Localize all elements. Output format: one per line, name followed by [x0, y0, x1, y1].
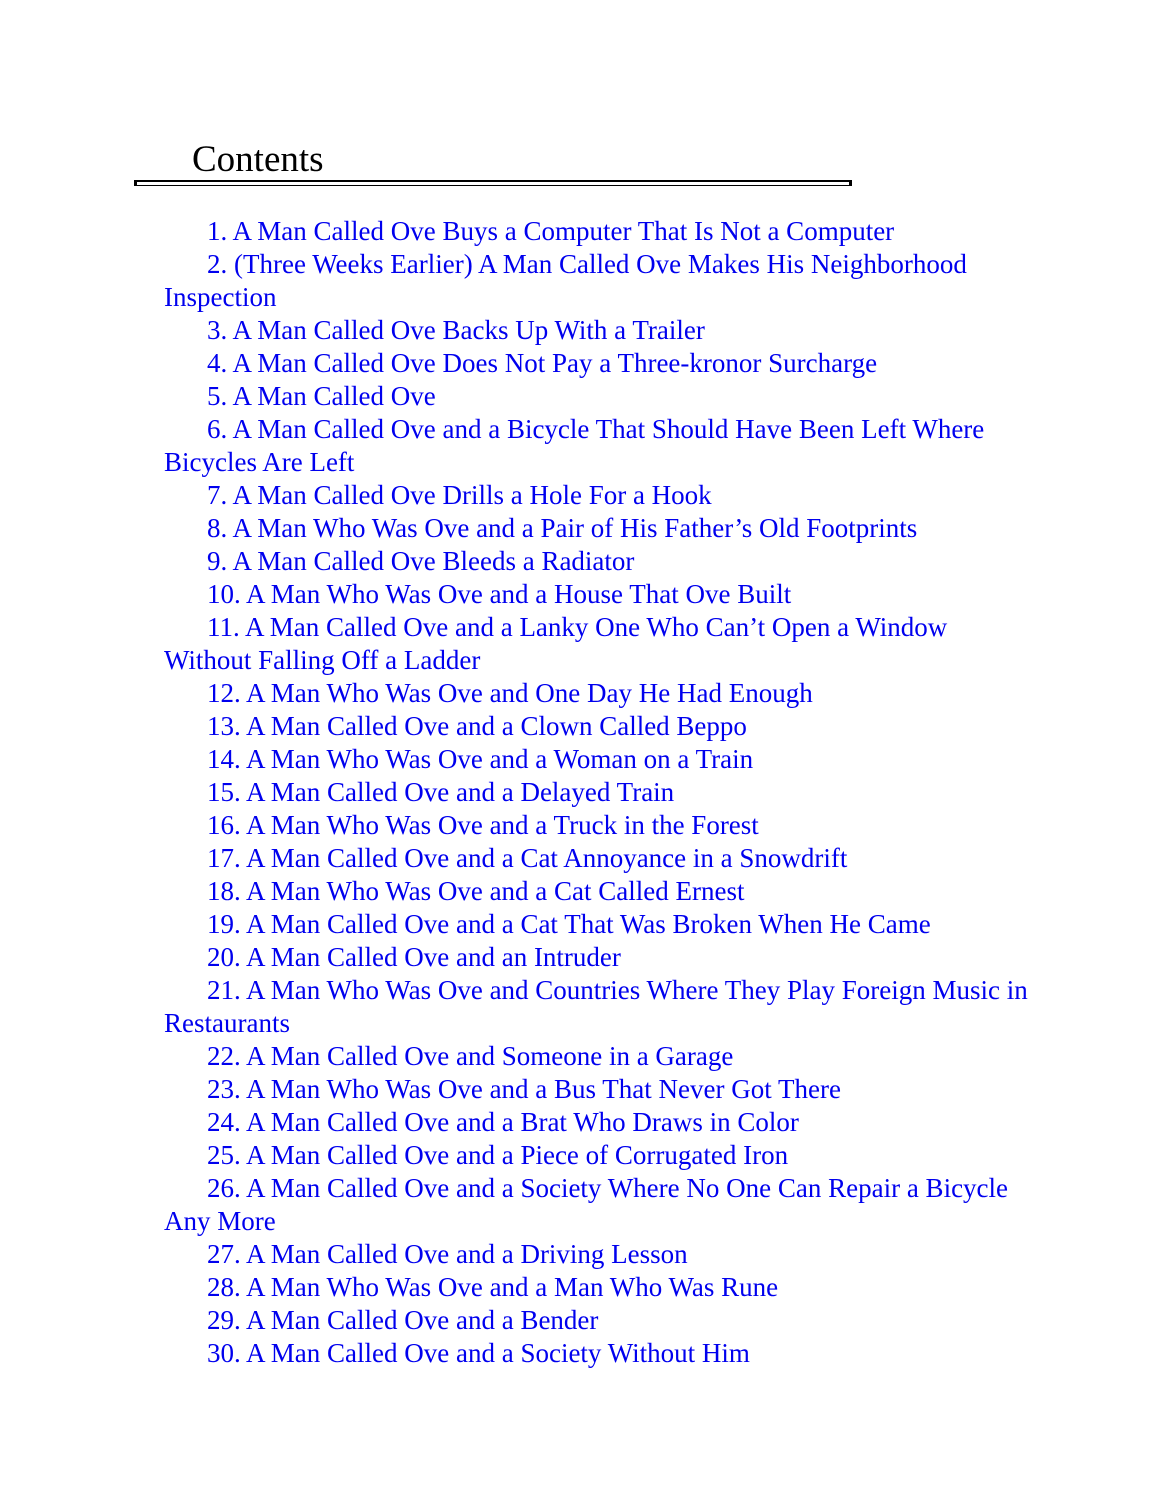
table-of-contents — [164, 215, 1030, 1370]
toc-entry — [164, 248, 1030, 314]
toc-link-chapter-18[interactable]: 18. A Man Who Was Ove and a Cat Called Ernest — [207, 876, 745, 906]
toc-entry — [164, 1172, 1030, 1238]
toc-entry — [164, 1040, 1030, 1073]
toc-link-chapter-9[interactable]: 9. A Man Called Ove Bleeds a Radiator — [207, 546, 635, 576]
toc-link-chapter-23[interactable]: 23. A Man Who Was Ove and a Bus That Never Got There — [207, 1074, 841, 1104]
toc-link-chapter-21[interactable]: 21. A Man Who Was Ove and Countries Where They Play Foreign Music in Restaurants — [164, 975, 1028, 1038]
toc-link-chapter-15[interactable]: 15. A Man Called Ove and a Delayed Train — [207, 777, 675, 807]
toc-entry — [164, 479, 1030, 512]
heading-rule — [134, 180, 852, 186]
toc-entry — [164, 347, 1030, 380]
toc-link-chapter-11[interactable]: 11. A Man Called Ove and a Lanky One Who Can’t Open a Window Without Falling Off a Ladder — [164, 612, 948, 675]
toc-link-chapter-16[interactable]: 16. A Man Who Was Ove and a Truck in the Forest — [207, 810, 759, 840]
toc-entry — [164, 413, 1030, 479]
toc-entry — [164, 380, 1030, 413]
toc-link-chapter-3[interactable]: 3. A Man Called Ove Backs Up With a Trailer — [207, 315, 705, 345]
toc-entry — [164, 314, 1030, 347]
toc-link-chapter-17[interactable]: 17. A Man Called Ove and a Cat Annoyance in a Snowdrift — [207, 843, 848, 873]
toc-entry — [164, 974, 1030, 1040]
toc-entry — [164, 1238, 1030, 1271]
toc-entry — [164, 1073, 1030, 1106]
toc-entry — [164, 1304, 1030, 1337]
toc-entry — [164, 1139, 1030, 1172]
toc-link-chapter-2[interactable]: 2. (Three Weeks Earlier) A Man Called Ove Makes His Neighborhood Inspection — [164, 249, 967, 312]
toc-entry — [164, 677, 1030, 710]
toc-link-chapter-10[interactable]: 10. A Man Who Was Ove and a House That Ove Built — [207, 579, 792, 609]
toc-entry — [164, 908, 1030, 941]
toc-entry — [164, 611, 1030, 677]
toc-link-chapter-19[interactable]: 19. A Man Called Ove and a Cat That Was Broken When He Came — [207, 909, 931, 939]
toc-link-chapter-14[interactable]: 14. A Man Who Was Ove and a Woman on a Train — [207, 744, 754, 774]
toc-link-chapter-26[interactable]: 26. A Man Called Ove and a Society Where No One Can Repair a Bicycle Any More — [164, 1173, 1009, 1236]
toc-entry — [164, 743, 1030, 776]
toc-link-chapter-28[interactable]: 28. A Man Who Was Ove and a Man Who Was Rune — [207, 1272, 779, 1302]
toc-entry — [164, 215, 1030, 248]
toc-entry — [164, 545, 1030, 578]
toc-entry — [164, 1106, 1030, 1139]
toc-entry — [164, 842, 1030, 875]
toc-entry — [164, 578, 1030, 611]
toc-entry — [164, 776, 1030, 809]
contents-heading: Contents — [192, 139, 324, 180]
toc-entry — [164, 809, 1030, 842]
toc-link-chapter-6[interactable]: 6. A Man Called Ove and a Bicycle That Should Have Been Left Where Bicycles Are Left — [164, 414, 985, 477]
toc-entry — [164, 1271, 1030, 1304]
toc-link-chapter-1[interactable]: 1. A Man Called Ove Buys a Computer That Is Not a Computer — [207, 216, 895, 246]
toc-link-chapter-13[interactable]: 13. A Man Called Ove and a Clown Called Beppo — [207, 711, 747, 741]
toc-link-chapter-20[interactable]: 20. A Man Called Ove and an Intruder — [207, 942, 621, 972]
toc-entry — [164, 941, 1030, 974]
toc-link-chapter-29[interactable]: 29. A Man Called Ove and a Bender — [207, 1305, 599, 1335]
toc-link-chapter-5[interactable]: 5. A Man Called Ove — [207, 381, 436, 411]
toc-entry — [164, 512, 1030, 545]
toc-link-chapter-25[interactable]: 25. A Man Called Ove and a Piece of Corrugated Iron — [207, 1140, 789, 1170]
toc-entry — [164, 710, 1030, 743]
toc-link-chapter-30[interactable]: 30. A Man Called Ove and a Society Without Him — [207, 1338, 750, 1368]
toc-entry — [164, 1337, 1030, 1370]
toc-entry — [164, 875, 1030, 908]
toc-link-chapter-27[interactable]: 27. A Man Called Ove and a Driving Lesson — [207, 1239, 688, 1269]
toc-link-chapter-24[interactable]: 24. A Man Called Ove and a Brat Who Draws in Color — [207, 1107, 799, 1137]
toc-link-chapter-8[interactable]: 8. A Man Who Was Ove and a Pair of His Father’s Old Footprints — [207, 513, 918, 543]
toc-link-chapter-4[interactable]: 4. A Man Called Ove Does Not Pay a Three-kronor Surcharge — [207, 348, 878, 378]
toc-link-chapter-12[interactable]: 12. A Man Who Was Ove and One Day He Had Enough — [207, 678, 813, 708]
toc-link-chapter-7[interactable]: 7. A Man Called Ove Drills a Hole For a Hook — [207, 480, 712, 510]
toc-link-chapter-22[interactable]: 22. A Man Called Ove and Someone in a Garage — [207, 1041, 734, 1071]
